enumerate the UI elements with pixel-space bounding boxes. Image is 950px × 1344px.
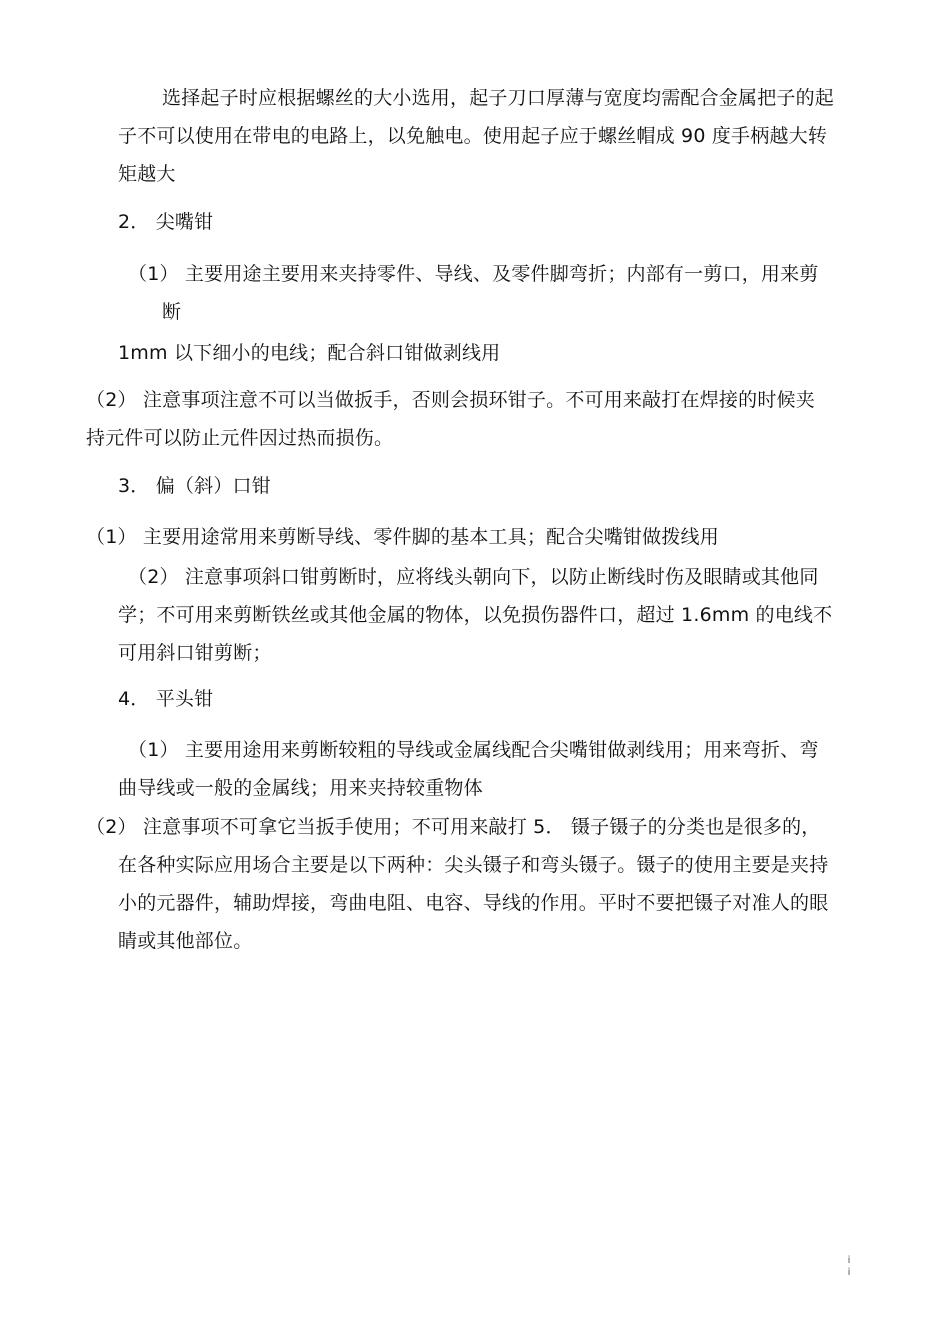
- paragraph-screwdriver-line-2: 子不可以使用在带电的电路上，以免触电。使用起子应于螺丝帽成 90 度手柄越大转: [118, 125, 828, 147]
- heading-diagonal-pliers: 3． 偏（斜）口钳: [118, 475, 271, 497]
- paragraph-screwdriver-line-1: 选择起子时应根据螺丝的大小选用，起子刀口厚薄与宽度均需配合金属把子的起: [162, 87, 835, 109]
- flat-nose-caution-line-1: （2） 注意事项不可拿它当扳手使用；不可用来敲打 5． 镊子镊子的分类也是很多的，: [86, 816, 821, 838]
- tweezers-line-3: 睛或其他部位。: [118, 930, 253, 952]
- needle-nose-usage-line-3: 1mm 以下细小的电线；配合斜口钳做剥线用: [118, 342, 501, 364]
- heading-needle-nose-pliers: 2． 尖嘴钳: [118, 211, 214, 233]
- diagonal-caution-line-3: 可用斜口钳剪断；: [118, 642, 272, 664]
- needle-nose-usage-line-1: （1） 主要用途主要用来夹持零件、导线、及零件脚弯折；内部有一剪口，用来剪: [128, 263, 819, 285]
- page-number-mark: i i: [847, 1255, 851, 1278]
- flat-nose-usage-line-1: （1） 主要用途用来剪断较粗的导线或金属线配合尖嘴钳做剥线用；用来弯折、弯: [128, 739, 819, 761]
- needle-nose-usage-line-2: 断: [162, 301, 182, 323]
- paragraph-screwdriver-line-3: 矩越大: [118, 163, 176, 185]
- tweezers-line-2: 小的元器件，辅助焊接，弯曲电阻、电容、导线的作用。平时不要把镊子对准人的眼: [118, 892, 829, 914]
- flat-nose-usage-line-2: 曲导线或一般的金属线；用来夹持较重物体: [118, 777, 483, 799]
- tweezers-line-1: 在各种实际应用场合主要是以下两种：尖头镊子和弯头镊子。镊子的使用主要是夹持: [118, 854, 829, 876]
- needle-nose-caution-line-2: 持元件可以防止元件因过热而损伤。: [86, 427, 394, 449]
- diagonal-caution-line-2: 学；不可用来剪断铁丝或其他金属的物体，以免损伤器件口，超过 1.6mm 的电线不: [118, 604, 833, 626]
- diagonal-usage-line-1: （1） 主要用途常用来剪断导线、零件脚的基本工具；配合尖嘴钳做拨线用: [86, 526, 719, 548]
- needle-nose-caution-line-1: （2） 注意事项注意不可以当做扳手，否则会损环钳子。不可用来敲打在焊接的时候夹: [86, 389, 815, 411]
- heading-flat-nose-pliers: 4． 平头钳: [118, 688, 214, 710]
- diagonal-caution-line-1: （2） 注意事项斜口钳剪断时，应将线头朝向下，以防止断线时伤及眼睛或其他同: [128, 566, 819, 588]
